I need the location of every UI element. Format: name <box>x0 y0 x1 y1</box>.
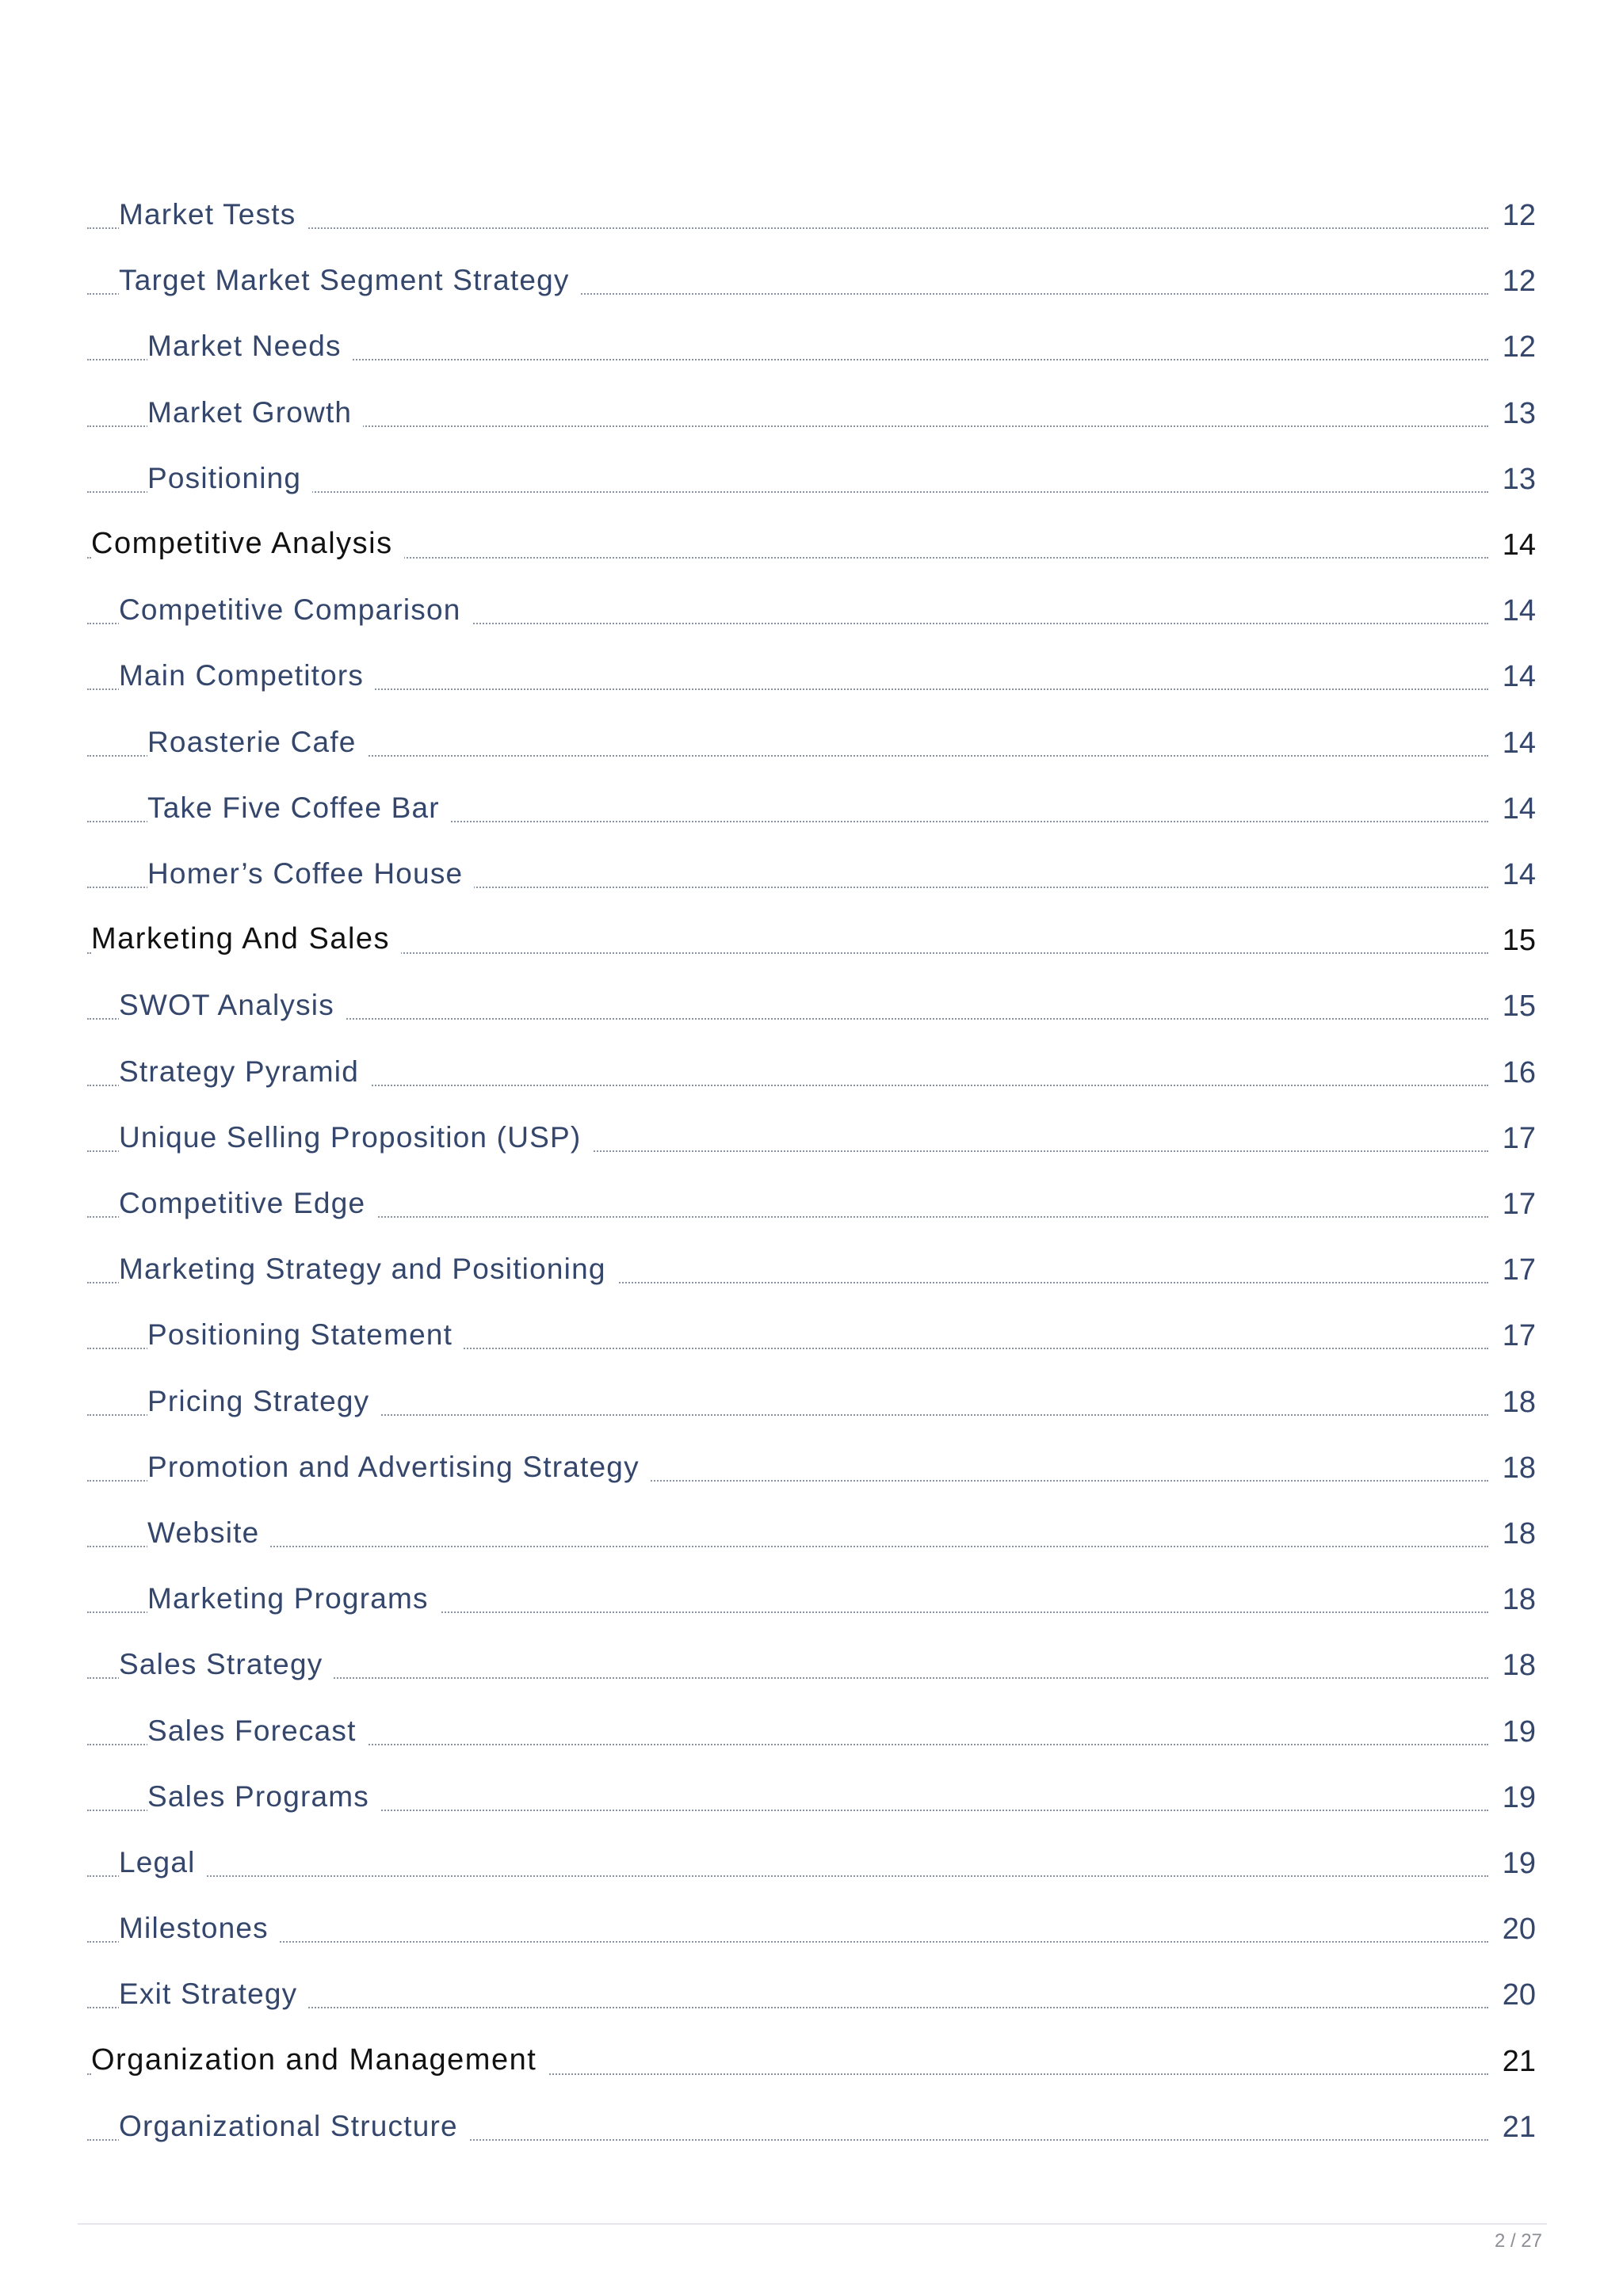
toc-entry[interactable] <box>0 1380 1623 1436</box>
toc-entry[interactable] <box>0 2105 1623 2161</box>
toc-entry-title[interactable]: Positioning Statement <box>147 1318 464 1352</box>
toc-entry-page-number: 19 <box>1502 1780 1536 1814</box>
toc-entry[interactable] <box>0 391 1623 447</box>
toc-entry-page-number: 17 <box>1502 1319 1536 1353</box>
toc-entry-title[interactable]: Take Five Coffee Bar <box>147 791 451 825</box>
toc-entry-page-number: 17 <box>1502 1121 1536 1155</box>
toc-entry-title[interactable]: Milestones <box>119 1912 280 1945</box>
toc-entry-title[interactable]: SWOT Analysis <box>119 989 346 1022</box>
toc-entry-page-number: 21 <box>1502 2044 1536 2078</box>
toc-entry-title[interactable]: Marketing Strategy and Positioning <box>119 1253 617 1286</box>
toc-entry-title[interactable]: Homer’s Coffee House <box>147 857 474 891</box>
toc-entry[interactable] <box>0 589 1623 644</box>
toc-entry-page-number: 14 <box>1502 858 1536 891</box>
toc-entry-title[interactable]: Strategy Pyramid <box>119 1055 370 1089</box>
toc-entry[interactable] <box>0 193 1623 249</box>
toc-entry-page-number: 14 <box>1502 594 1536 628</box>
toc-entry[interactable] <box>0 1577 1623 1633</box>
toc-entry-title[interactable]: Marketing And Sales <box>91 922 401 956</box>
toc-entry-page-number: 18 <box>1502 1451 1536 1485</box>
toc-entry-title[interactable]: Sales Forecast <box>147 1714 368 1748</box>
toc-entry-page-number: 12 <box>1502 330 1536 364</box>
toc-entry[interactable] <box>0 1973 1623 2028</box>
toc-entry-page-number: 19 <box>1502 1714 1536 1749</box>
toc-entry-page-number: 14 <box>1502 791 1536 826</box>
toc-entry-page-number: 20 <box>1502 1978 1536 2012</box>
toc-entry-page-number: 19 <box>1502 1847 1536 1880</box>
toc-dot-leader <box>87 1875 1488 1877</box>
toc-entry-page-number: 16 <box>1502 1055 1536 1089</box>
toc-dot-leader <box>87 1546 1488 1547</box>
toc-entry-title[interactable]: Competitive Comparison <box>119 593 472 627</box>
toc-entry-page-number: 12 <box>1502 199 1536 232</box>
toc-entry-page-number: 18 <box>1502 1385 1536 1419</box>
page-indicator: 2 / 27 <box>1494 2230 1542 2252</box>
toc-entry[interactable] <box>0 984 1623 1039</box>
toc-entry-page-number: 15 <box>1502 990 1536 1024</box>
toc-entry-title[interactable]: Market Tests <box>119 198 307 231</box>
toc-entry-page-number: 18 <box>1502 1649 1536 1683</box>
toc-entry-title[interactable]: Exit Strategy <box>119 1978 308 2011</box>
toc-entry[interactable] <box>0 1643 1623 1699</box>
toc-entry[interactable] <box>0 1775 1623 1831</box>
toc-entry-title[interactable]: Organization and Management <box>91 2043 548 2077</box>
toc-entry-title[interactable]: Competitive Analysis <box>91 527 404 561</box>
toc-entry[interactable] <box>0 1446 1623 1501</box>
toc-entry[interactable] <box>0 918 1623 974</box>
toc-entry-title[interactable]: Roasterie Cafe <box>147 726 368 759</box>
toc-entry-page-number: 13 <box>1502 462 1536 496</box>
toc-entry-title[interactable]: Sales Programs <box>147 1780 380 1814</box>
toc-entry-page-number: 14 <box>1502 726 1536 760</box>
toc-entry-title[interactable]: Sales Strategy <box>119 1648 334 1681</box>
toc-dot-leader <box>87 1941 1488 1943</box>
toc-entry[interactable] <box>0 259 1623 315</box>
toc-entry-title[interactable]: Unique Selling Proposition (USP) <box>119 1121 592 1154</box>
toc-entry[interactable] <box>0 852 1623 908</box>
toc-entry-title[interactable]: Marketing Programs <box>147 1582 440 1615</box>
toc-entry-title[interactable]: Target Market Segment Strategy <box>119 264 581 297</box>
toc-entry[interactable] <box>0 1710 1623 1765</box>
toc-entry[interactable] <box>0 1907 1623 1962</box>
toc-entry[interactable] <box>0 1248 1623 1303</box>
toc-entry-page-number: 21 <box>1502 2110 1536 2144</box>
toc-entry[interactable] <box>0 721 1623 776</box>
toc-entry-title[interactable]: Organizational Structure <box>119 2110 469 2143</box>
toc-entry[interactable] <box>0 457 1623 513</box>
toc-entry-page-number: 18 <box>1502 1517 1536 1550</box>
toc-entry-page-number: 14 <box>1502 528 1536 562</box>
toc-entry[interactable] <box>0 787 1623 842</box>
toc-entry-title[interactable]: Legal <box>119 1846 207 1879</box>
toc-entry-page-number: 12 <box>1502 265 1536 299</box>
toc-entry[interactable] <box>0 2039 1623 2095</box>
toc-entry[interactable] <box>0 654 1623 710</box>
toc-entry[interactable] <box>0 1512 1623 1567</box>
toc-entry[interactable] <box>0 325 1623 380</box>
toc-entry[interactable] <box>0 1182 1623 1238</box>
toc-entry-page-number: 13 <box>1502 396 1536 430</box>
toc-entry-title[interactable]: Promotion and Advertising Strategy <box>147 1451 651 1484</box>
toc-entry[interactable] <box>0 1314 1623 1369</box>
toc-entry-page-number: 14 <box>1502 660 1536 694</box>
toc-entry-page-number: 15 <box>1502 924 1536 958</box>
toc-entry-page-number: 17 <box>1502 1253 1536 1287</box>
toc-entry-page-number: 20 <box>1502 1913 1536 1947</box>
toc-entry-title[interactable]: Website <box>147 1516 270 1550</box>
toc-entry-page-number: 17 <box>1502 1188 1536 1221</box>
toc-entry-title[interactable]: Pricing Strategy <box>147 1385 380 1418</box>
toc-entry-title[interactable]: Positioning <box>147 462 312 495</box>
toc-entry-title[interactable]: Market Needs <box>147 330 353 363</box>
toc-entry[interactable] <box>0 1841 1623 1897</box>
footer-divider <box>78 2223 1547 2225</box>
toc-entry-title[interactable]: Competitive Edge <box>119 1187 376 1220</box>
toc-entry-title[interactable]: Main Competitors <box>119 659 375 692</box>
toc-entry[interactable] <box>0 1051 1623 1106</box>
toc-entry[interactable] <box>0 1116 1623 1172</box>
toc-entry-page-number: 18 <box>1502 1583 1536 1617</box>
toc-entry-title[interactable]: Market Growth <box>147 396 363 429</box>
toc-entry[interactable] <box>0 523 1623 578</box>
